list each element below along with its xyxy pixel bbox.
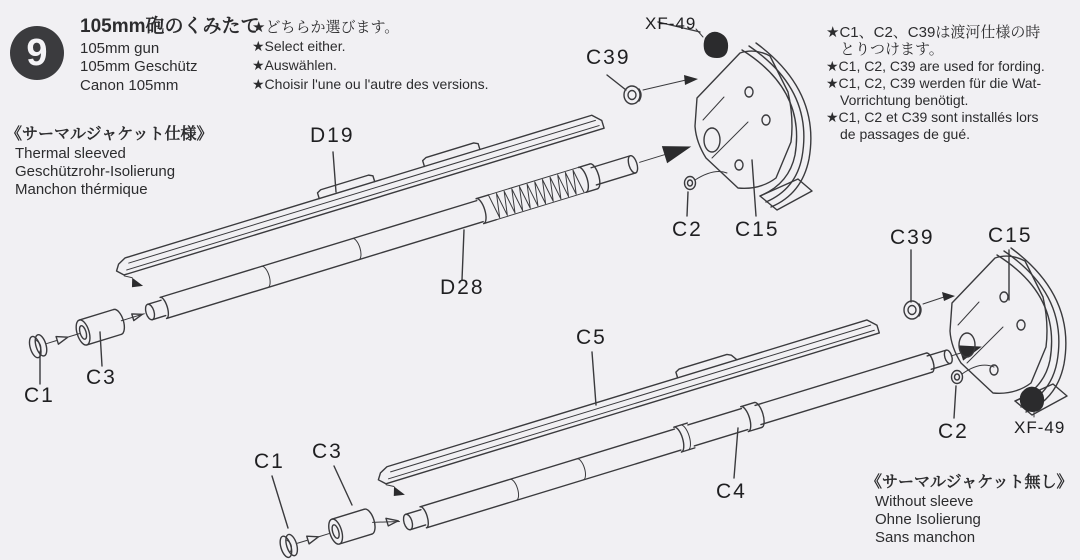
fording-note-ja2: とりつけます。 xyxy=(840,41,944,58)
fording-note-en: ★C1, C2, C39 are used for fording. xyxy=(826,58,1045,74)
step-number-badge: 9 xyxy=(10,26,64,80)
variant-sleeved-fr: Manchon thérmique xyxy=(15,180,148,198)
variant-sleeved-label xyxy=(6,126,212,199)
part-label-c3-top: C3 xyxy=(86,366,117,389)
select-note-en: ★Select either. xyxy=(252,38,346,54)
variant-unsleeved-fr: Sans manchon xyxy=(875,528,976,546)
step-title-translations xyxy=(80,40,198,95)
part-label-c3-bottom: C3 xyxy=(312,440,343,463)
variant-sleeved-de: Geschützrohr-Isolierung xyxy=(15,162,176,180)
part-label-c1-bottom: C1 xyxy=(254,450,285,473)
fording-note-ja1: ★C1、C2、C39は渡河仕様の時 xyxy=(826,24,1041,41)
variant-unsleeved-en: Without sleeve xyxy=(875,492,974,510)
step-title-en: 105mm gun xyxy=(80,40,160,57)
part-label-c2-bottom: C2 xyxy=(938,420,969,443)
part-label-c39-top: C39 xyxy=(586,46,631,69)
step-title-de: 105mm Geschütz xyxy=(80,58,198,76)
variant-sleeved-ja: 《サーマルジャケット仕様》 xyxy=(6,126,213,143)
fording-note-fr1: ★C1, C2 et C39 sont installés lors xyxy=(826,109,1039,125)
fording-note xyxy=(826,24,1045,143)
select-note-de: ★Auswählen. xyxy=(252,57,337,73)
fording-note-de2: Vorrichtung benötigt. xyxy=(840,92,969,108)
variant-unsleeved-ja: 《サーマルジャケット無し》 xyxy=(866,474,1073,491)
top-mantlet xyxy=(624,29,812,210)
select-note-fr: ★Choisir l'une ou l'autre des versions. xyxy=(252,76,489,92)
part-label-c4: C4 xyxy=(716,480,747,503)
step-title-fr: Canon 105mm xyxy=(80,76,179,94)
bottom-mantlet xyxy=(904,248,1067,417)
fording-note-de1: ★C1, C2, C39 werden für die Wat- xyxy=(826,75,1042,91)
select-note xyxy=(252,18,489,94)
variant-sleeved-en: Thermal sleeved xyxy=(15,144,126,162)
variant-unsleeved-label xyxy=(866,474,1072,547)
part-label-d19: D19 xyxy=(310,124,355,147)
part-label-c15-bottom: C15 xyxy=(988,224,1033,247)
variant-unsleeved-de: Ohne Isolierung xyxy=(875,510,981,528)
step-title-ja: 105mm砲のくみたて xyxy=(80,16,260,37)
part-label-c15-top: C15 xyxy=(735,218,780,241)
part-label-c1-top: C1 xyxy=(24,384,55,407)
part-label-c39-bottom: C39 xyxy=(890,226,935,249)
part-label-c2-top: C2 xyxy=(672,218,703,241)
fording-note-fr2: de passages de gué. xyxy=(840,126,970,142)
select-note-ja: ★どちらか選びます。 xyxy=(252,19,400,36)
part-label-c5: C5 xyxy=(576,326,607,349)
part-label-xf49-bottom: XF-49 xyxy=(1014,418,1066,437)
part-label-d28: D28 xyxy=(440,276,485,299)
part-label-xf49-top: XF-49 xyxy=(645,14,697,33)
